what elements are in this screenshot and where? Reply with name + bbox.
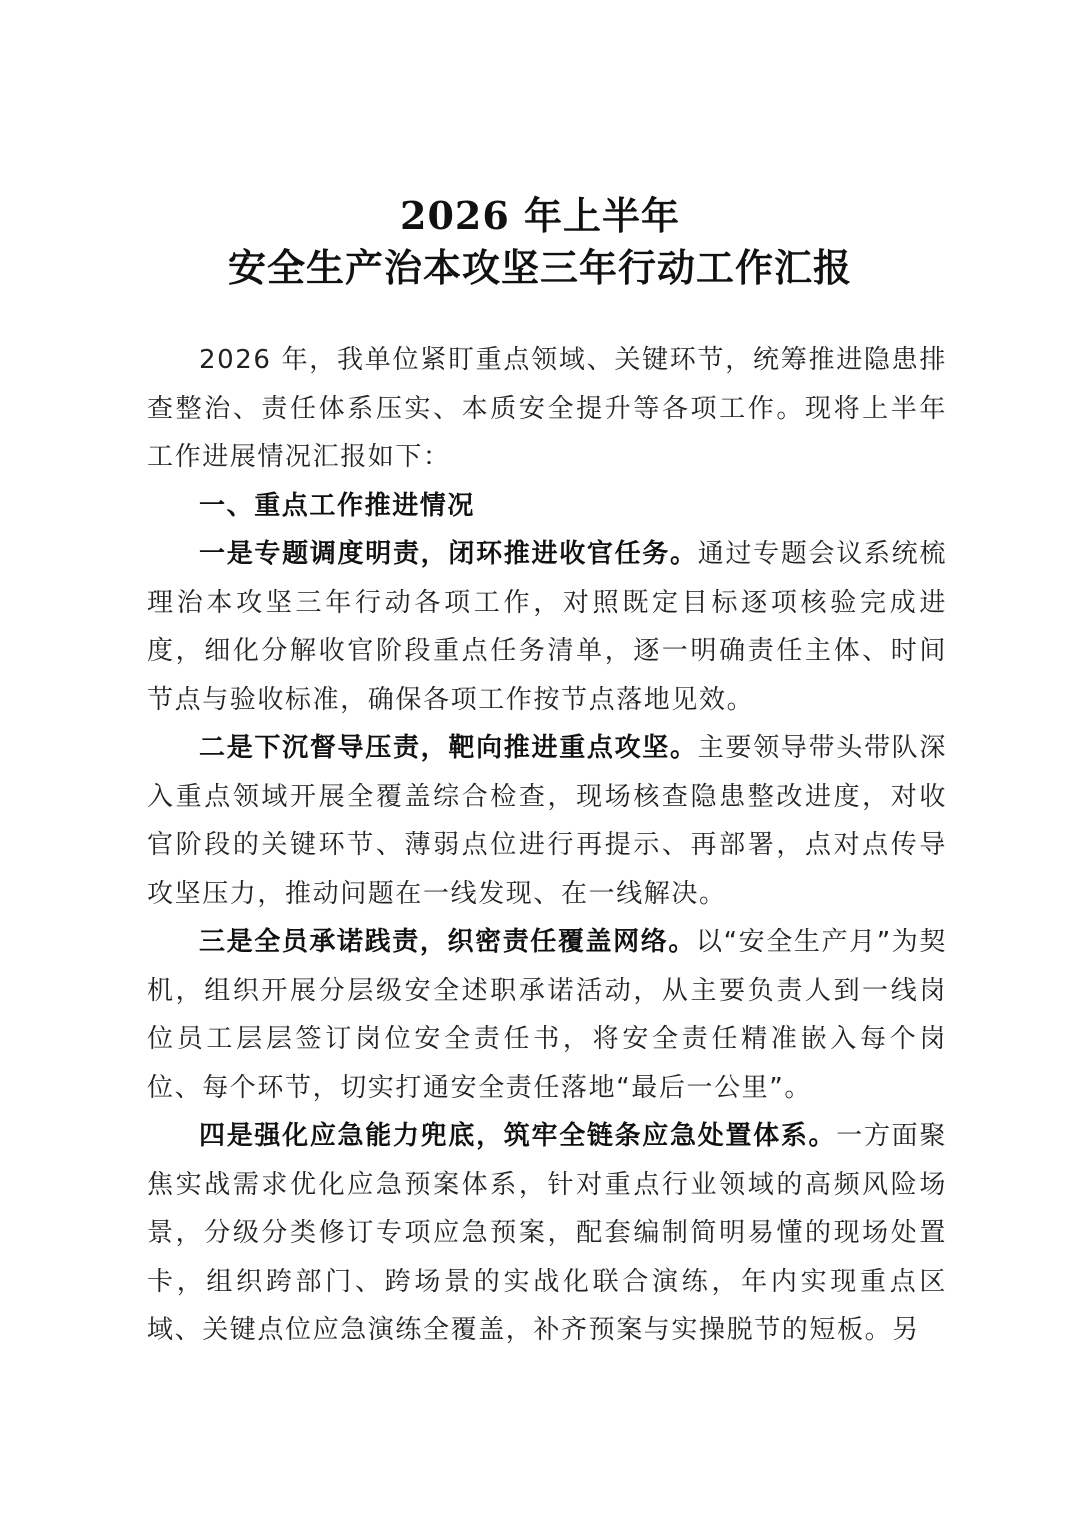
item-text-2: 主要领导带头带队深入重点领域开展全覆盖综合检查，现场核查隐患整改进度，对收官阶段的关键环节、薄弱点位进行再提示、再部署，点对点传导攻坚压力，推动问题在一线发现、在一线解决。	[147, 733, 947, 909]
item-paragraph-2	[147, 724, 947, 918]
title-line-2: 安全生产治本攻坚三年行动工作汇报	[227, 245, 852, 290]
title-line-1: 2026 年上半年	[400, 193, 680, 238]
document-title	[100, 190, 980, 294]
section-heading-1: 一、重点工作推进情况	[199, 490, 476, 521]
item-paragraph-1	[147, 530, 947, 724]
item-lead-3: 三是全员承诺践责，织密责任覆盖网络。	[199, 927, 696, 957]
item-paragraph-3	[147, 918, 947, 1112]
item-lead-1: 一是专题调度明责，闭环推进收官任务。	[199, 539, 698, 569]
item-text-3: 以“安全生产月”为契机，组织开展分层级安全述职承诺活动，从主要负责人到一线岗位员工层层签订岗位安全责任书，将安全责任精准嵌入每个岗位、每个环节，切实打通安全责任落地“最后一公里”。	[147, 927, 947, 1103]
item-text-1: 通过专题会议系统梳理治本攻坚三年行动各项工作，对照既定目标逐项核验完成进度，细化分解收官阶段重点任务清单，逐一明确责任主体、时间节点与验收标准，确保各项工作按节点落地见效。	[147, 539, 947, 715]
item-lead-4: 四是强化应急能力兜底，筑牢全链条应急处置体系。	[199, 1121, 837, 1151]
item-lead-2: 二是下沉督导压责，靶向推进重点攻坚。	[199, 733, 698, 763]
document-body	[147, 336, 947, 1355]
item-text-4: 一方面聚焦实战需求优化应急预案体系，针对重点行业领域的高频风险场景，分级分类修订专项应急预案，配套编制简明易懂的现场处置卡，组织跨部门、跨场景的实战化联合演练，年内实现重点区域、关键点位应急演练全覆盖，补齐预案与实操脱节的短板。另	[147, 1121, 947, 1345]
intro-paragraph: 2026 年，我单位紧盯重点领域、关键环节，统筹推进隐患排查整治、责任体系压实、本质安全提升等各项工作。现将上半年工作进展情况汇报如下：	[147, 345, 947, 472]
item-paragraph-4	[147, 1112, 947, 1355]
